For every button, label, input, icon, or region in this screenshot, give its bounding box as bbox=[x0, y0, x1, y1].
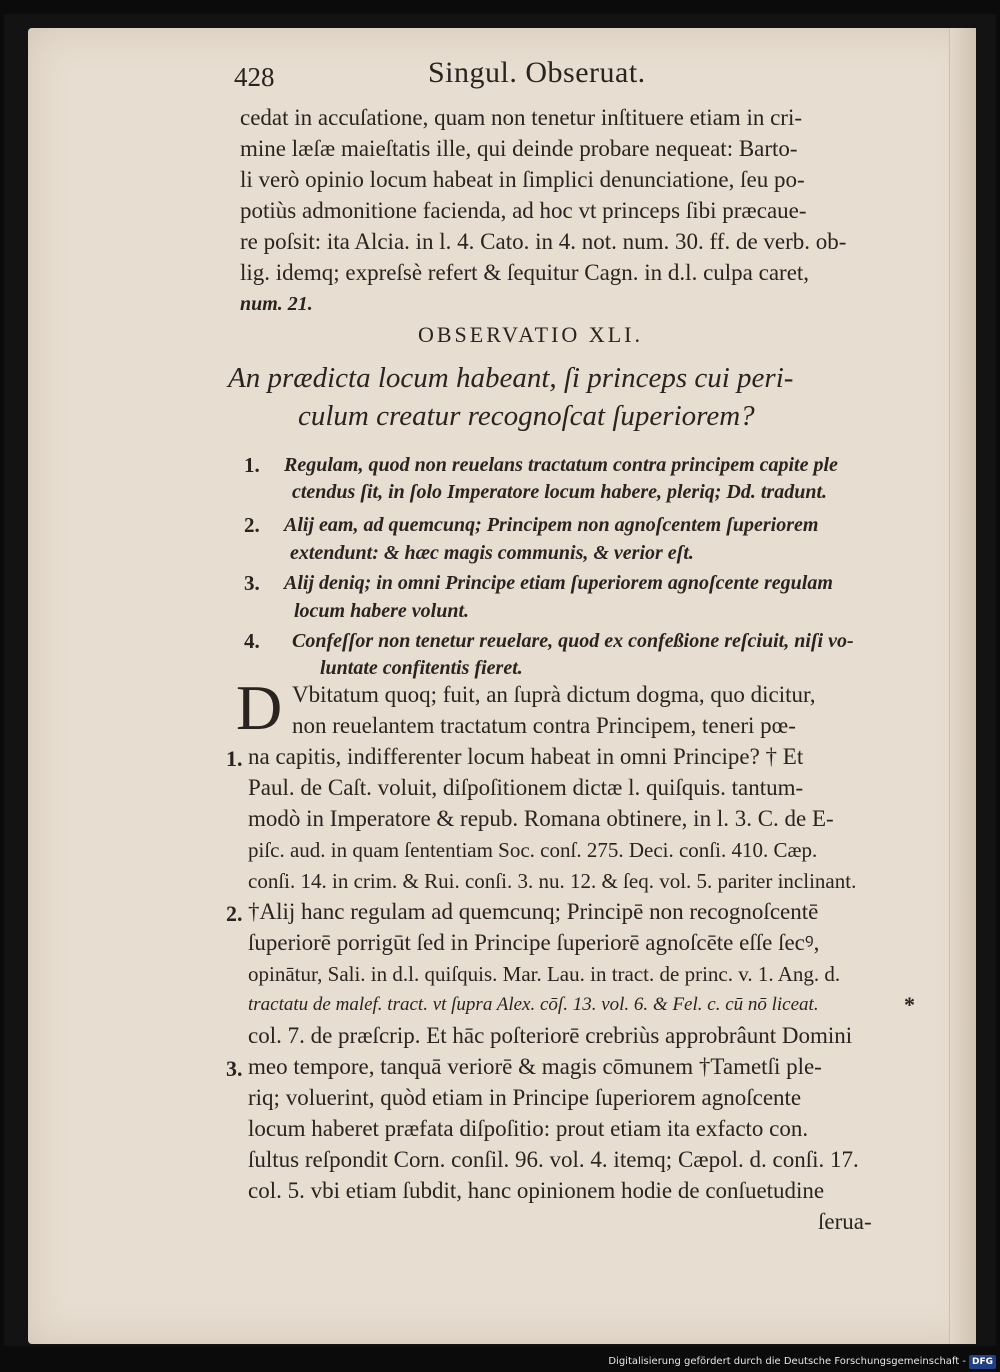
intro-line: lig. idemq; expreſsè refert & ſequitur Cagn. in d.l. culpa caret, bbox=[240, 260, 810, 285]
intro-line: re poſsit: ita Alcia. in l. 4. Cato. in 4. not. num. 30. ff. de verb. ob- bbox=[240, 229, 847, 254]
body-line: opinātur, Sali. in d.l. quiſquis. Mar. Lau. in tract. de princ. v. 1. Ang. d. bbox=[248, 962, 841, 986]
footer-credit bbox=[608, 1355, 996, 1369]
summary-line: Confeſſor non tenetur reuelare, quod ex confeßione reſciuit, niſi vo- bbox=[292, 630, 854, 652]
book-page bbox=[28, 28, 976, 1344]
page-gutter bbox=[949, 28, 976, 1344]
catchword: ſerua- bbox=[818, 1209, 872, 1234]
body-line: col. 5. vbi etiam ſubdit, hanc opinionem hodie de conſuetudine bbox=[248, 1178, 825, 1203]
body-line: ſuperiorē porrigūt ſed in Principe ſuperiorē agnoſcēte eſſe ſecꝰ, bbox=[248, 930, 820, 955]
intro-line: potiùs admonitione facienda, ad hoc vt princeps ſibi præcaue- bbox=[240, 198, 807, 223]
body-line: riq; voluerint, quòd etiam in Principe ſuperiorem agnoſcente bbox=[248, 1085, 802, 1110]
margin-note: 3. bbox=[226, 1056, 243, 1081]
intro-line: num. 21. bbox=[240, 293, 313, 315]
margin-note: 2. bbox=[226, 901, 243, 926]
question-line: culum creatur recognoſcat ſuperiorem? bbox=[298, 400, 755, 432]
summary-line: extendunt: & hæc magis communis, & verior eſt. bbox=[290, 542, 694, 564]
body-line: Paul. de Caſt. voluit, diſpoſitionem dictæ l. quiſquis. tantum- bbox=[248, 775, 804, 800]
summary-line: Alij eam, ad quemcunq; Principem non agnoſcentem ſuperiorem bbox=[284, 514, 819, 536]
body-line: locum haberet præfata diſpoſitio: prout etiam ita exfacto con. bbox=[248, 1116, 809, 1141]
running-title: Singul. Obseruat. bbox=[428, 56, 646, 89]
body-line: modò in Imperatore & repub. Romana obtinere, in l. 3. C. de E- bbox=[248, 806, 834, 831]
question-line: An prædicta locum habeant, ſi princeps cui peri- bbox=[228, 362, 794, 394]
body-line: col. 7. de præſcrip. Et hāc poſteriorē crebriùs approbrâunt Domini bbox=[248, 1023, 853, 1048]
body-line: conſi. 14. in crim. & Rui. conſi. 3. nu. 12. & ſeq. vol. 5. pariter inclinant. bbox=[248, 869, 857, 893]
summary-line: locum habere volunt. bbox=[294, 600, 470, 622]
footer-text: Digitalisierung gefördert durch die Deutsche Forschungsgemeinschaft - bbox=[608, 1356, 966, 1367]
summary-number: 2. bbox=[244, 513, 260, 537]
summary-line: luntate confitentis fieret. bbox=[320, 657, 523, 679]
body-line: tractatu de malef. tract. vt ſupra Alex. cōſ. 13. vol. 6. & Fel. c. cū nō liceat. bbox=[248, 994, 819, 1015]
summary-number: 4. bbox=[244, 629, 260, 653]
body-line: ſultus reſpondit Corn. conſil. 96. vol. 4. itemq; Cæpol. d. conſi. 17. bbox=[248, 1147, 859, 1172]
intro-line: li verò opinio locum habeat in ſimplici denunciatione, ſeu po- bbox=[240, 167, 805, 192]
body-line: na capitis, indifferenter locum habeat in omni Principe? † Et bbox=[248, 744, 804, 769]
observation-heading: OBSERVATIO XLI. bbox=[418, 322, 643, 347]
summary-line: ctendus ſit, in ſolo Imperatore locum habere, pleriq; Dd. tradunt. bbox=[292, 481, 828, 503]
intro-line: mine læſæ maieſtatis ille, qui deinde probare nequeat: Barto- bbox=[240, 136, 798, 161]
body-line: non reuelantem tractatum contra Principem, teneri pœ- bbox=[292, 713, 796, 738]
body-line: piſc. aud. in quam ſententiam Soc. conſ. 275. Deci. conſi. 410. Cæp. bbox=[248, 838, 818, 862]
dfg-logo: DFG bbox=[969, 1355, 996, 1369]
margin-note: * bbox=[904, 992, 915, 1017]
intro-line: cedat in accuſatione, quam non tenetur inſtituere etiam in cri- bbox=[240, 105, 802, 130]
summary-line: Regulam, quod non reuelans tractatum contra principem capite ple bbox=[284, 454, 838, 476]
summary-line: Alij deniq; in omni Principe etiam ſuperiorem agnoſcente regulam bbox=[284, 572, 833, 594]
margin-note: 1. bbox=[226, 746, 243, 771]
summary-number: 1. bbox=[244, 453, 260, 477]
drop-cap: D bbox=[236, 672, 283, 743]
body-line: †Alij hanc regulam ad quemcunq; Principē non recognoſcentē bbox=[248, 899, 819, 924]
body-line: Vbitatum quoq; fuit, an ſuprà dictum dogma, quo dicitur, bbox=[292, 682, 816, 707]
page-number: 428 bbox=[234, 62, 275, 92]
body-line: meo tempore, tanquā veriorē & magis cōmunem †Tametſi ple- bbox=[248, 1054, 822, 1079]
summary-number: 3. bbox=[244, 571, 260, 595]
